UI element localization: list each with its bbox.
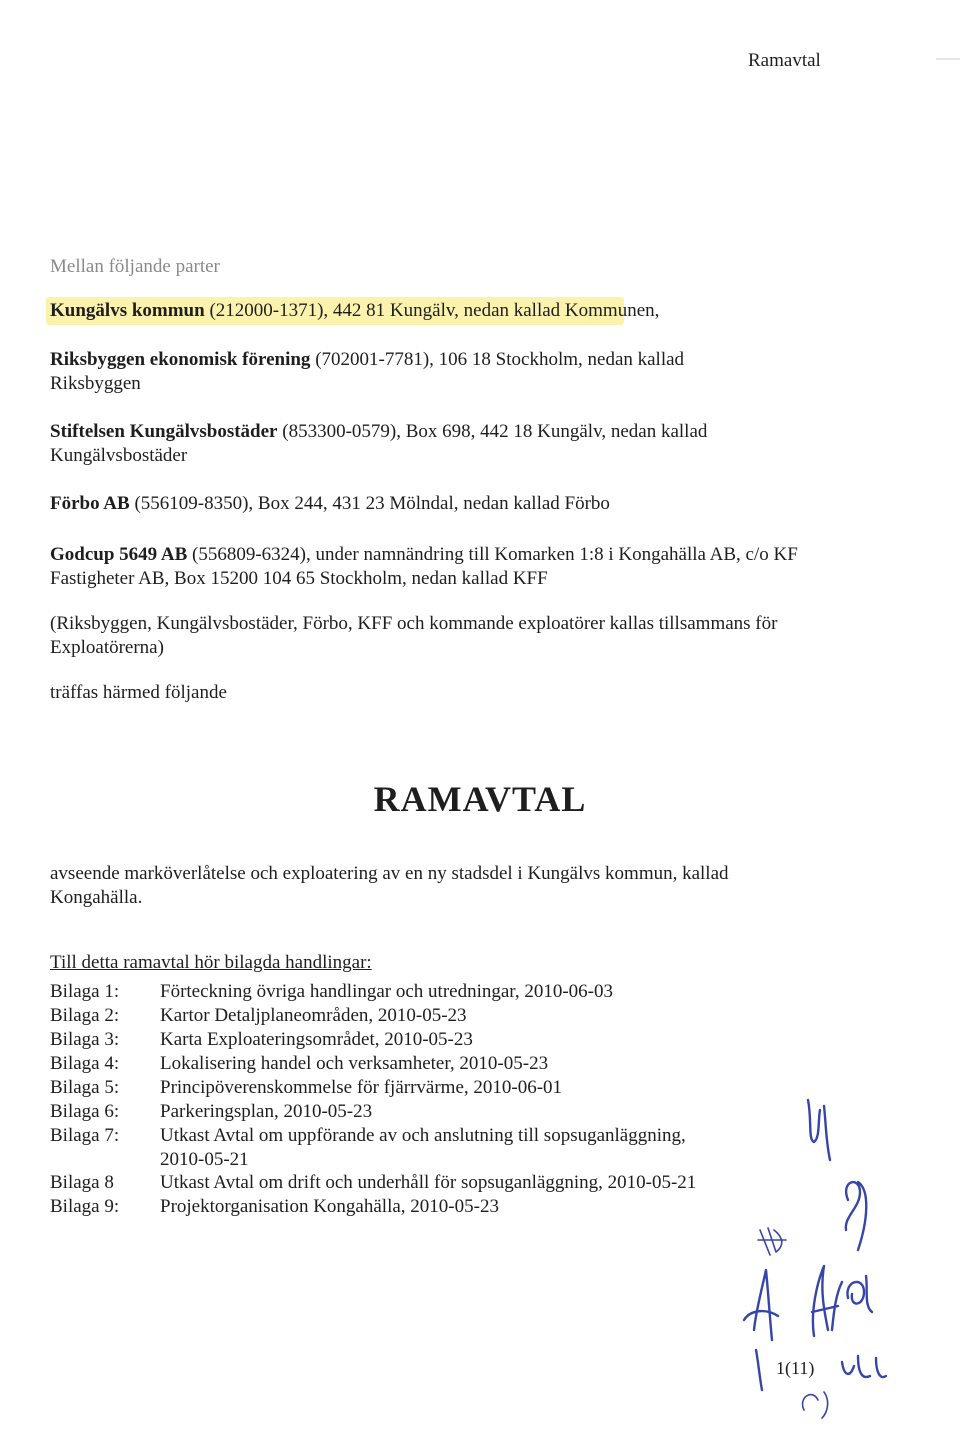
party-details: (702001-7781), 106 18 Stockholm, nedan kallad Riksbyggen — [50, 349, 685, 394]
initials-mark-8 — [803, 1392, 828, 1418]
attachment-4 — [50, 1052, 548, 1076]
initials-mark-2 — [846, 1182, 866, 1250]
attachment-text: Karta Exploateringsområdet, 2010-05-23 — [160, 1029, 473, 1050]
attachment-text: Principöverenskommelse för fjärrvärme, 2010-06-01 — [160, 1077, 563, 1098]
attachment-9 — [50, 1195, 499, 1219]
party-details: (853300-0579), Box 698, 442 18 Kungälv, nedan kallad Kungälvsbostäder — [50, 421, 708, 466]
attachment-7 — [50, 1124, 686, 1172]
party-name: Kungälvs kommun — [50, 300, 205, 321]
attachment-label: Bilaga 3: — [50, 1029, 120, 1050]
handwritten-initials — [720, 1080, 950, 1420]
attachment-6 — [50, 1100, 372, 1124]
initials-mark-6 — [847, 1276, 872, 1312]
agreement-intro: träffas härmed följande — [50, 682, 227, 703]
attachment-2 — [50, 1004, 467, 1028]
attachment-label: Bilaga 1: — [50, 981, 120, 1002]
party-riksbyggen — [50, 348, 750, 396]
collective-note: (Riksbyggen, Kungälvsbostäder, Förbo, KFF och kommande exploatörer kallas tillsammans för Exploatörerna) — [50, 613, 778, 658]
initials-mark-4 — [744, 1270, 778, 1390]
party-kff — [50, 543, 810, 591]
attachment-text: Förteckning övriga handlingar och utredningar, 2010-06-03 — [160, 981, 614, 1002]
attachment-label: Bilaga 5: — [50, 1077, 120, 1098]
page-number: 1(11) — [776, 1358, 815, 1378]
party-kungalvsbostader — [50, 420, 770, 468]
initials-mark-3 — [758, 1228, 786, 1255]
attachment-text-cont: 2010-05-21 — [160, 1149, 249, 1170]
attachment-label: Bilaga 6: — [50, 1101, 120, 1122]
subject-text: avseende marköverlåtelse och exploatering av en ny stadsdel i Kungälvs kommun, kallad Kongahälla. — [50, 863, 729, 908]
party-kommunen — [50, 299, 910, 323]
attachment-text-block — [160, 1124, 686, 1172]
attachment-text: Kartor Detaljplaneområden, 2010-05-23 — [160, 1005, 467, 1026]
party-details: (556809-6324), under namnändring till Komarken 1:8 i Kongahälla AB, c/o KF Fastigheter AB, Box 15200 104 65 Stockholm, nedan kallad KFF — [50, 544, 798, 589]
scan-edge-mark — [936, 58, 960, 60]
attachment-text: Projektorganisation Kongahälla, 2010-05-23 — [160, 1196, 499, 1217]
attachment-5 — [50, 1076, 562, 1100]
intro-text: Mellan följande parter — [50, 256, 220, 277]
initials-mark-5 — [812, 1266, 842, 1336]
attachment-text: Parkeringsplan, 2010-05-23 — [160, 1101, 373, 1122]
attachment-text: Utkast Avtal om drift och underhåll för sopsuganläggning, 2010-05-21 — [160, 1172, 697, 1193]
party-forbo — [50, 492, 910, 516]
attachment-label: Bilaga 4: — [50, 1053, 120, 1074]
document-title: RAMAVTAL — [373, 779, 587, 819]
attachment-3 — [50, 1028, 473, 1052]
initials-mark-1 — [808, 1100, 830, 1160]
header-title: Ramavtal — [748, 50, 821, 71]
attachment-text: Utkast Avtal om uppförande av och anslutning till sopsuganläggning, — [160, 1125, 686, 1146]
attachment-label: Bilaga 8 — [50, 1172, 114, 1193]
attachment-label: Bilaga 7: — [50, 1125, 120, 1146]
party-details: (556109-8350), Box 244, 431 23 Mölndal, nedan kallad Förbo — [129, 493, 610, 514]
attachment-label: Bilaga 9: — [50, 1196, 120, 1217]
party-name: Godcup 5649 AB — [50, 544, 188, 565]
party-name: Riksbyggen ekonomisk förening — [50, 349, 311, 370]
party-name: Förbo AB — [50, 493, 130, 514]
attachment-label: Bilaga 2: — [50, 1005, 120, 1026]
attachment-1 — [50, 980, 613, 1004]
party-name: Stiftelsen Kungälvsbostäder — [50, 421, 278, 442]
party-details: (212000-1371), 442 81 Kungälv, nedan kallad Kommunen, — [204, 300, 660, 321]
initials-mark-7 — [842, 1356, 886, 1377]
attachments-heading: Till detta ramavtal hör bilagda handlingar: — [50, 952, 372, 973]
attachment-text: Lokalisering handel och verksamheter, 2010-05-23 — [160, 1053, 549, 1074]
attachment-8 — [50, 1171, 696, 1195]
